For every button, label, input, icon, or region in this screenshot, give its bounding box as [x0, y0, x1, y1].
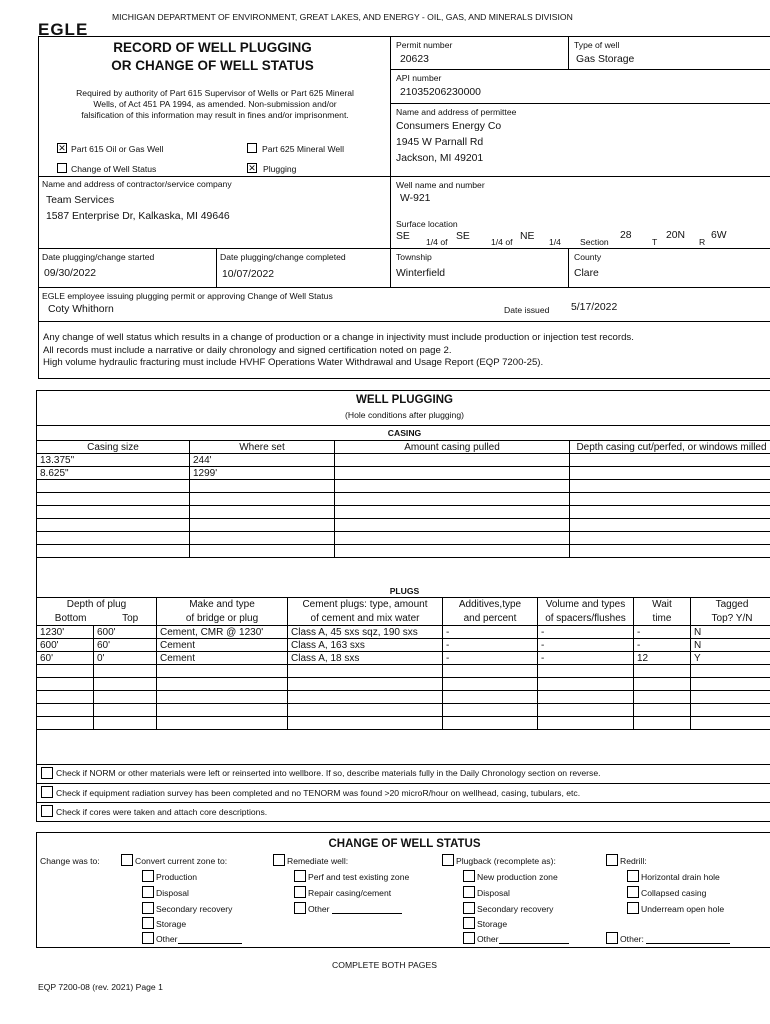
quarter-1[interactable]: SE: [396, 231, 410, 242]
quarter-3[interactable]: NE: [520, 231, 535, 242]
plugging-label: Plugging: [263, 164, 297, 174]
table-cell[interactable]: [37, 480, 190, 493]
table-cell[interactable]: [288, 665, 443, 678]
plugback-other-field[interactable]: [499, 935, 569, 944]
table-cell[interactable]: [335, 493, 570, 506]
redrill-other-checkbox[interactable]: [606, 932, 618, 944]
table-cell[interactable]: [37, 506, 190, 519]
permittee-line-2[interactable]: 1945 W Parnall Rd: [396, 137, 484, 148]
range-value[interactable]: 6W: [711, 230, 727, 241]
table-cell[interactable]: [538, 678, 634, 691]
table-cell[interactable]: [37, 493, 190, 506]
remediate-perf-label: Perf and test existing zone: [308, 872, 410, 882]
table-cell[interactable]: [157, 717, 288, 730]
table-cell[interactable]: [634, 691, 691, 704]
depth-of-plug-header: Depth of plug: [66, 599, 127, 610]
table-cell[interactable]: [335, 545, 570, 558]
table-row: [37, 717, 770, 730]
plugback-new-zone-label: New production zone: [477, 872, 558, 882]
table-cell[interactable]: [94, 704, 157, 717]
remediate-other-label: Other: [308, 904, 330, 914]
remediate-other-checkbox[interactable]: [294, 902, 306, 914]
additives-header-2: and percent: [463, 613, 517, 624]
table-cell[interactable]: [691, 691, 770, 704]
table-cell[interactable]: -: [443, 639, 538, 652]
table-cell[interactable]: [157, 704, 288, 717]
contractor-line-1[interactable]: Team Services: [46, 195, 115, 206]
table-row: [37, 652, 770, 665]
date-completed-value[interactable]: 10/07/2022: [222, 269, 275, 280]
table-cell[interactable]: [570, 493, 770, 506]
table-cell[interactable]: 0': [94, 652, 157, 665]
table-cell[interactable]: -: [538, 626, 634, 639]
permittee-line-3[interactable]: Jackson, MI 49201: [396, 153, 484, 164]
table-cell[interactable]: [443, 717, 538, 730]
convert-label: Convert current zone to:: [135, 856, 228, 866]
convert-storage-checkbox[interactable]: [142, 917, 154, 929]
county-value[interactable]: Clare: [574, 268, 599, 279]
redrill-underream-checkbox[interactable]: [627, 902, 639, 914]
table-row: [37, 519, 770, 532]
table-row: [37, 467, 770, 480]
table-cell[interactable]: [691, 665, 770, 678]
table-cell[interactable]: -: [634, 626, 691, 639]
table-cell[interactable]: 244': [190, 454, 335, 467]
contractor-line-2[interactable]: 1587 Enterprise Dr, Kalkaska, MI 49646: [46, 211, 230, 222]
table-cell[interactable]: [443, 704, 538, 717]
table-cell[interactable]: [190, 480, 335, 493]
table-cell[interactable]: [570, 467, 770, 480]
cores-check-label: Check if cores were taken and attach core descriptions.: [56, 807, 268, 817]
redrill-horizontal-label: Horizontal drain hole: [641, 872, 720, 882]
table-row: [37, 691, 770, 704]
table-cell[interactable]: [570, 454, 770, 467]
table-cell[interactable]: [94, 678, 157, 691]
egle-employee-name[interactable]: Coty Whithorn: [48, 304, 114, 315]
volume-header-1: Volume and types: [545, 599, 626, 610]
remediate-repair-label: Repair casing/cement: [308, 888, 392, 898]
change-was-to-label: Change was to:: [40, 856, 100, 866]
contractor-label: Name and address of contractor/service company: [42, 179, 232, 189]
well-name-value[interactable]: W-921: [400, 193, 431, 204]
table-cell[interactable]: Class A, 18 sxs: [288, 652, 443, 665]
table-cell[interactable]: [634, 717, 691, 730]
check-mark-icon: ✕: [248, 163, 256, 173]
table-cell[interactable]: [570, 545, 770, 558]
table-cell[interactable]: [335, 454, 570, 467]
table-cell[interactable]: -: [538, 652, 634, 665]
plugs-header-row: [37, 598, 770, 626]
casing-header-row: [37, 441, 770, 454]
quarter-of-2: 1/4 of: [491, 237, 513, 247]
township-value[interactable]: Winterfield: [396, 268, 446, 279]
table-cell[interactable]: Cement, CMR @ 1230': [157, 626, 288, 639]
table-cell[interactable]: [634, 678, 691, 691]
table-cell[interactable]: Cement: [157, 652, 288, 665]
plugs-table: [36, 597, 770, 730]
table-cell[interactable]: 8.625": [37, 467, 190, 480]
table-cell[interactable]: 600': [94, 626, 157, 639]
radiation-checkbox[interactable]: [41, 786, 53, 798]
table-cell[interactable]: [37, 704, 94, 717]
table-cell[interactable]: [570, 480, 770, 493]
bottom-header: Bottom: [54, 613, 87, 624]
well-plugging-title: WELL PLUGGING: [356, 394, 453, 406]
radiation-check-label: Check if equipment radiation survey has been completed and no TENORM was found >20 microR/hour on wellhead, casing, tubulars, etc.: [56, 788, 581, 798]
remediate-repair-checkbox[interactable]: [294, 886, 306, 898]
volume-header-2: of spacers/flushes: [545, 613, 626, 624]
table-cell[interactable]: Y: [691, 652, 770, 665]
redrill-collapsed-checkbox[interactable]: [627, 886, 639, 898]
api-number-value[interactable]: 21035206230000: [400, 87, 481, 98]
norm-checkbox[interactable]: [41, 767, 53, 779]
table-cell[interactable]: [190, 545, 335, 558]
depth-cut-header: Depth casing cut/perfed, or windows milled: [570, 441, 770, 454]
plugback-other-label: Other: [477, 934, 499, 944]
table-cell[interactable]: [190, 506, 335, 519]
redrill-horizontal-checkbox[interactable]: [627, 870, 639, 882]
township-num-value[interactable]: 20N: [666, 230, 686, 241]
table-cell[interactable]: 1230': [37, 626, 94, 639]
table-cell[interactable]: [335, 519, 570, 532]
table-cell[interactable]: 60': [94, 639, 157, 652]
table-cell[interactable]: [570, 506, 770, 519]
table-cell[interactable]: [288, 691, 443, 704]
form-title-line2: OR CHANGE OF WELL STATUS: [111, 58, 314, 73]
convert-production-label: Production: [156, 872, 198, 882]
wait-header-2: time: [652, 613, 672, 624]
table-cell[interactable]: [190, 493, 335, 506]
convert-other-checkbox[interactable]: [142, 932, 154, 944]
api-number-label: API number: [396, 73, 442, 83]
well-type-label: Type of well: [574, 40, 620, 50]
table-cell[interactable]: [570, 519, 770, 532]
range-label: R: [699, 237, 706, 247]
cement-header-1: Cement plugs: type, amount: [302, 599, 428, 610]
table-cell[interactable]: [157, 678, 288, 691]
table-cell[interactable]: [37, 545, 190, 558]
permittee-label: Name and address of permittee: [396, 107, 517, 117]
authority-text-3: falsification of this information may result in fines and/or imprisonment.: [81, 110, 349, 120]
date-issued-label: Date issued: [504, 305, 550, 315]
redrill-underream-label: Underream open hole: [641, 904, 725, 914]
redrill-other-label: Other:: [620, 934, 644, 944]
table-cell[interactable]: [37, 691, 94, 704]
plugback-storage-label: Storage: [477, 919, 508, 929]
note-line-2: All records must include a narrative or daily chronology and signed certification noted on page 2.: [43, 345, 452, 356]
plugback-secondary-label: Secondary recovery: [477, 904, 554, 914]
table-cell[interactable]: 600': [37, 639, 94, 652]
redrill-other-field[interactable]: [646, 935, 730, 944]
table-row: [37, 545, 770, 558]
convert-checkbox[interactable]: [121, 854, 133, 866]
note-line-3: High volume hydraulic fracturing must include HVHF Operations Water Withdrawal and Usage Report (EQP 7200-25).: [43, 357, 544, 368]
plugback-disposal-checkbox[interactable]: [463, 886, 475, 898]
table-cell[interactable]: [335, 506, 570, 519]
table-cell[interactable]: [190, 519, 335, 532]
table-cell[interactable]: [634, 665, 691, 678]
table-cell[interactable]: [443, 678, 538, 691]
tagged-header-1: Tagged: [715, 599, 749, 610]
authority-text-1: Required by authority of Part 615 Supervisor of Wells or Part 625 Mineral: [76, 88, 354, 98]
convert-disposal-checkbox[interactable]: [142, 886, 154, 898]
plugs-title: PLUGS: [389, 586, 420, 596]
table-cell[interactable]: [37, 678, 94, 691]
well-plugging-subtitle: (Hole conditions after plugging): [345, 410, 464, 420]
change-status-title: CHANGE OF WELL STATUS: [328, 838, 481, 850]
table-cell[interactable]: -: [443, 652, 538, 665]
convert-disposal-label: Disposal: [156, 888, 189, 898]
date-issued-value[interactable]: 5/17/2022: [571, 302, 618, 313]
table-cell[interactable]: [335, 532, 570, 545]
table-cell[interactable]: [94, 665, 157, 678]
top-header: Top: [122, 613, 139, 624]
agency-header: MICHIGAN DEPARTMENT OF ENVIRONMENT, GREAT LAKES, AND ENERGY - OIL, GAS, AND MINERALS DIVISION: [112, 12, 573, 22]
section-label: Section: [580, 237, 609, 247]
part615-label: Part 615 Oil or Gas Well: [71, 144, 164, 154]
table-cell[interactable]: 12: [634, 652, 691, 665]
date-completed-label: Date plugging/change completed: [220, 252, 346, 262]
table-cell[interactable]: [691, 717, 770, 730]
quarter-of-1: 1/4 of: [426, 237, 448, 247]
redrill-collapsed-label: Collapsed casing: [641, 888, 707, 898]
table-cell[interactable]: 13.375": [37, 454, 190, 467]
cores-checkbox[interactable]: [41, 805, 53, 817]
table-row: [37, 639, 770, 652]
table-cell[interactable]: [538, 704, 634, 717]
remediate-other-field[interactable]: [332, 905, 402, 914]
table-cell[interactable]: Cement: [157, 639, 288, 652]
table-row: [37, 532, 770, 545]
table-cell[interactable]: N: [691, 626, 770, 639]
table-cell[interactable]: [538, 665, 634, 678]
convert-secondary-label: Secondary recovery: [156, 904, 233, 914]
plugback-disposal-label: Disposal: [477, 888, 510, 898]
table-cell[interactable]: N: [691, 639, 770, 652]
casing-table: [36, 440, 770, 558]
permittee-line-1[interactable]: Consumers Energy Co: [396, 121, 502, 132]
quarter-2[interactable]: SE: [456, 231, 470, 242]
table-cell[interactable]: [538, 691, 634, 704]
remediate-perf-checkbox[interactable]: [294, 870, 306, 882]
convert-storage-label: Storage: [156, 919, 187, 929]
convert-production-checkbox[interactable]: [142, 870, 154, 882]
plugback-new-zone-checkbox[interactable]: [463, 870, 475, 882]
plugback-storage-checkbox[interactable]: [463, 917, 475, 929]
additives-header-1: Additives,type: [458, 599, 522, 610]
table-cell[interactable]: [538, 717, 634, 730]
township-label: Township: [396, 252, 432, 262]
table-cell[interactable]: [37, 519, 190, 532]
table-cell[interactable]: [37, 532, 190, 545]
table-cell[interactable]: 60': [37, 652, 94, 665]
amount-pulled-header: Amount casing pulled: [335, 441, 570, 454]
cement-header-2: of cement and mix water: [310, 613, 420, 624]
table-cell[interactable]: [691, 678, 770, 691]
form-title-line1: RECORD OF WELL PLUGGING: [113, 40, 312, 55]
surface-location-label: Surface location: [396, 219, 458, 229]
table-cell[interactable]: [691, 704, 770, 717]
quarter-4: 1/4: [549, 237, 561, 247]
date-started-value[interactable]: 09/30/2022: [44, 268, 97, 279]
table-row: [37, 678, 770, 691]
egle-logo: EGLE: [38, 20, 89, 39]
change-status-label: Change of Well Status: [71, 164, 157, 174]
date-started-label: Date plugging/change started: [42, 252, 155, 262]
table-row: [37, 626, 770, 639]
table-cell[interactable]: [94, 717, 157, 730]
tagged-header-2: Top? Y/N: [711, 613, 753, 624]
county-label: County: [574, 252, 602, 262]
permit-number-value[interactable]: 20623: [400, 54, 429, 65]
table-cell[interactable]: [443, 691, 538, 704]
table-row: [37, 493, 770, 506]
plugback-secondary-checkbox[interactable]: [463, 902, 475, 914]
well-type-value[interactable]: Gas Storage: [576, 54, 635, 65]
well-name-label: Well name and number: [396, 180, 485, 190]
redrill-label: Redrill:: [620, 856, 647, 866]
table-cell[interactable]: [37, 665, 94, 678]
convert-other-label: Other: [156, 934, 178, 944]
casing-size-header: Casing size: [37, 441, 190, 454]
table-cell[interactable]: [443, 665, 538, 678]
table-cell[interactable]: [157, 665, 288, 678]
table-row: [37, 480, 770, 493]
plugback-other-checkbox[interactable]: [463, 932, 475, 944]
table-cell[interactable]: [570, 532, 770, 545]
table-cell[interactable]: [37, 717, 94, 730]
table-cell[interactable]: 1299': [190, 467, 335, 480]
table-row: [37, 454, 770, 467]
table-cell[interactable]: [94, 691, 157, 704]
permit-number-label: Permit number: [396, 40, 453, 50]
where-set-header: Where set: [190, 441, 335, 454]
plugback-checkbox[interactable]: [442, 854, 454, 866]
table-cell[interactable]: [335, 467, 570, 480]
convert-other-field[interactable]: [178, 935, 242, 944]
table-cell[interactable]: [190, 532, 335, 545]
table-cell[interactable]: [288, 704, 443, 717]
casing-title: CASING: [387, 428, 422, 438]
redrill-checkbox[interactable]: [606, 854, 618, 866]
table-cell[interactable]: [288, 678, 443, 691]
table-cell[interactable]: [634, 704, 691, 717]
plugback-label: Plugback (recomplete as):: [456, 856, 556, 866]
table-cell[interactable]: [335, 480, 570, 493]
table-cell[interactable]: -: [443, 626, 538, 639]
section-value[interactable]: 28: [620, 230, 632, 241]
check-mark-icon: ✕: [58, 143, 66, 153]
table-row: [37, 704, 770, 717]
authority-text-2: Wells, of Act 451 PA 1994, as amended. Non-submission and/or: [93, 99, 337, 109]
wait-header-1: Wait: [652, 599, 672, 610]
table-row: [37, 506, 770, 519]
egle-employee-label: EGLE employee issuing plugging permit or approving Change of Well Status: [42, 291, 333, 301]
make-type-header-2: of bridge or plug: [185, 613, 259, 624]
table-cell[interactable]: Class A, 163 sxs: [288, 639, 443, 652]
convert-secondary-checkbox[interactable]: [142, 902, 154, 914]
table-cell[interactable]: -: [634, 639, 691, 652]
table-cell[interactable]: -: [538, 639, 634, 652]
note-line-1: Any change of well status which results in a change of production or a change in injectivity must include production or injection test records.: [43, 332, 634, 343]
complete-both-pages: COMPLETE BOTH PAGES: [332, 960, 437, 970]
table-row: [37, 665, 770, 678]
form-id: EQP 7200-08 (rev. 2021) Page 1: [38, 982, 163, 992]
make-type-header-1: Make and type: [189, 599, 255, 610]
table-cell[interactable]: Class A, 45 sxs sqz, 190 sxs: [288, 626, 443, 639]
table-cell[interactable]: [157, 691, 288, 704]
remediate-checkbox[interactable]: [273, 854, 285, 866]
table-cell[interactable]: [288, 717, 443, 730]
remediate-label: Remediate well:: [287, 856, 349, 866]
part625-label: Part 625 Mineral Well: [262, 144, 344, 154]
township-num-label: T: [652, 237, 658, 247]
norm-check-label: Check if NORM or other materials were left or reinserted into wellbore. If so, describe materials fully in the Daily Chronology section on reverse.: [56, 768, 601, 778]
